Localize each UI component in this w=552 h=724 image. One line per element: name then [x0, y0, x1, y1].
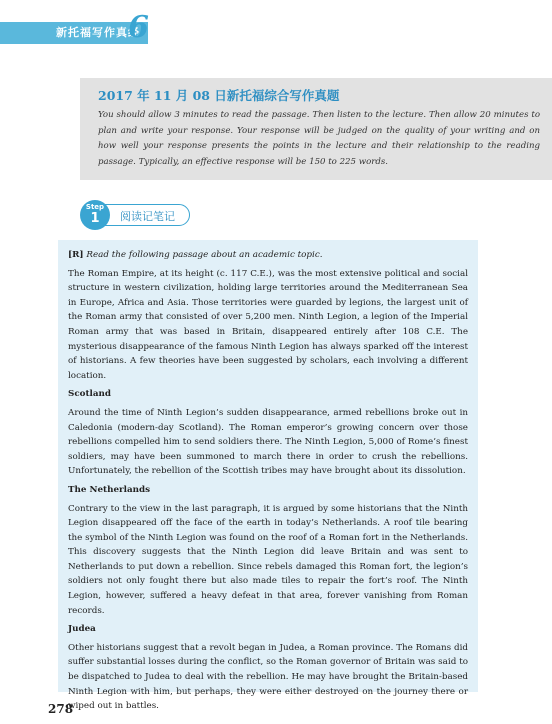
passage-paragraph-2: Around the time of Ninth Legion’s sudden disappearance, armed rebellions broke out in Caledonia (modern-day Scotland). The Roman emperor’s growing concern over those rebellions compelled him to send soldiers there. The Ninth Legion, 5,000 of Rome’s finest soldiers, may have been summoned to march there in order to crush the rebellions. Unfortunately, the rebellion of the Scottish tribes may have brought about its dissolution.: [68, 407, 468, 477]
intro-text: Read the following passage about an academic topic.: [86, 250, 323, 260]
section-heading-netherlands: The Netherlands: [68, 484, 151, 495]
section-heading-scotland: Scotland: [68, 389, 111, 400]
exam-instructions: You should allow 3 minutes to read the passage. Then listen to the lecture. Then allow 20 minutes to plan and write your response. Your response will be judged on the quality of your writing and on how well your response presents the points in the lecture and their relationship to the reading passage. Typically, an effective response will be 150 to 225 words.: [98, 110, 540, 167]
step-circle: [80, 200, 110, 230]
running-header: [0, 22, 148, 44]
passage-paragraph-3: Contrary to the view in the last paragraph, it is argued by some historians that the Ninth Legion disappeared off the face of the earth in today’s Netherlands. A roof tile bearing the symbol of the Ninth Legion was found on the roof of a Roman fort in the Netherlands. This discovery suggests that the Ninth Legion did leave Britain and was sent to Netherlands to put down a rebellion. Since rebels damaged this Roman fort, the legion’s soldiers not only fought there but also made tiles to repair the fort’s roof. The Ninth Legion, however, suffered a heavy defeat in that area, forever vanishing from Roman records.: [68, 503, 468, 616]
passage-paragraph-1: The Roman Empire, at its height (c. 117 C.E.), was the most extensive political and social structure in western civilization, holding large territories around the Mediterranean Sea in Europe, Africa and Asia. Those territories were guarded by legions, the largest unit of the Roman army that consisted of over 5,200 men. Ninth Legion, a legion of the Imperial Roman army that was based in Britain, disappeared entirely after 108 C.E. The mysterious disappearance of the famous Ninth Legion has always sparked off the interest of historians. A few theories have been suggested by scholars, each involving a different location.: [68, 268, 468, 381]
section-heading-judea: Judea: [68, 624, 96, 635]
step-word: Step: [85, 203, 105, 211]
step-badge: [80, 200, 192, 230]
step-label: 阅读记笔记: [120, 210, 175, 223]
step-number: 1: [90, 211, 100, 226]
exam-title: 2017 年 11 月 08 日新托福综合写作真题: [98, 88, 340, 103]
running-header-label: 新托福写作真经: [56, 26, 140, 39]
page-number: 278: [48, 702, 74, 716]
intro-tag: [R]: [68, 250, 84, 260]
passage-intro: [68, 248, 468, 263]
volume-number: 6: [128, 10, 149, 45]
reading-passage: [58, 240, 478, 712]
passage-paragraph-4: Other historians suggest that a revolt began in Judea, a Roman province. The Romans did suffer substantial losses during the conflict, so the Roman governor of Britain was said to be dispatched to Judea to deal with the rebellion. He may have brought the Britain-based Ninth Legion with him, but perhaps, they were either destroyed on the journey there or wiped out in battles.: [68, 642, 468, 712]
exam-info-block: [80, 78, 552, 180]
